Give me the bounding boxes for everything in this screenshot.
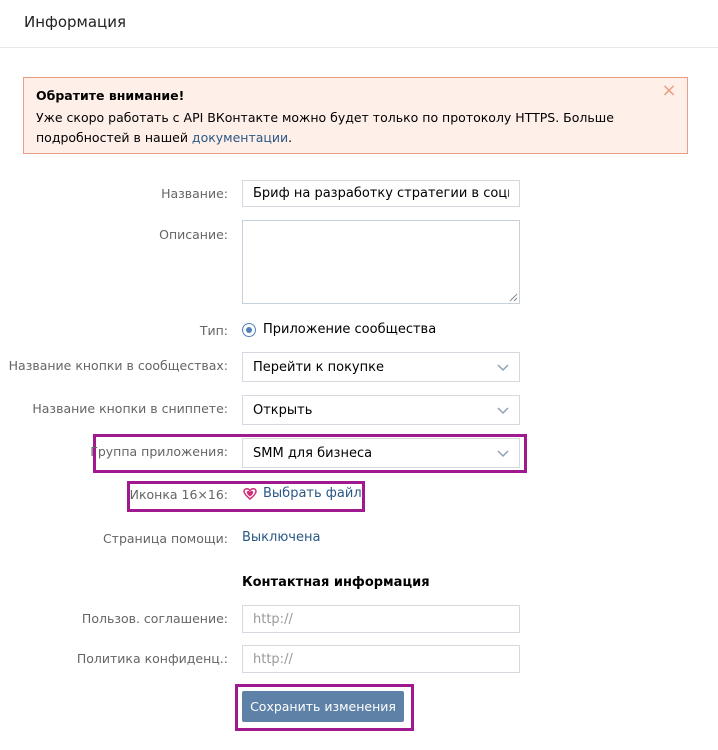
name-input[interactable] <box>242 180 520 207</box>
snippet-button-value: Открыть <box>253 403 313 418</box>
page-title: Информация <box>24 13 127 31</box>
alert-text <box>36 108 681 148</box>
privacy-policy-label: Политика конфиденц.: <box>76 651 228 666</box>
privacy-policy-input[interactable] <box>242 645 520 673</box>
description-textarea[interactable] <box>242 220 520 304</box>
community-button-label: Название кнопки в сообществах: <box>8 358 228 373</box>
resize-grip-icon[interactable] <box>509 293 518 302</box>
https-notice-alert <box>23 77 688 154</box>
app-group-label: Группа приложения: <box>90 444 228 459</box>
documentation-link[interactable]: документации <box>191 130 289 145</box>
community-button-select[interactable] <box>242 352 520 382</box>
close-icon[interactable]: × <box>661 80 677 101</box>
name-label: Название: <box>161 186 228 201</box>
user-agreement-input[interactable] <box>242 605 520 633</box>
contact-section-title: Контактная информация <box>242 575 430 590</box>
app-group-select[interactable] <box>242 438 520 468</box>
community-app-radio[interactable] <box>242 323 256 337</box>
page-header <box>0 0 718 48</box>
user-agreement-label: Пользов. соглашение: <box>81 611 228 626</box>
chevron-down-icon <box>497 448 509 458</box>
save-changes-button[interactable]: Сохранить изменения <box>242 691 404 722</box>
chevron-down-icon <box>497 362 509 372</box>
snippet-button-label: Название кнопки в сниппете: <box>32 401 228 416</box>
community-button-value: Перейти к покупке <box>253 360 384 375</box>
alert-text-before: Уже скоро работать с API ВКонтакте можно будет только по протоколу HTTPS. Больше подробностей в нашей <box>36 110 614 145</box>
description-label: Описание: <box>159 227 228 242</box>
snippet-button-select[interactable] <box>242 395 520 425</box>
type-label: Тип: <box>199 323 228 338</box>
alert-text-after: . <box>288 130 293 145</box>
chevron-down-icon <box>497 405 509 415</box>
choose-file-link[interactable]: Выбрать файл <box>263 486 362 501</box>
app-group-value: SMM для бизнеса <box>253 446 373 461</box>
heart-logo-icon <box>243 487 257 501</box>
icon-label: Иконка 16×16: <box>129 487 228 502</box>
help-page-value-link[interactable]: Выключена <box>242 530 321 545</box>
help-page-label: Страница помощи: <box>102 531 228 546</box>
alert-title: Обратите внимание! <box>36 88 185 103</box>
community-app-radio-label[interactable]: Приложение сообщества <box>263 322 437 337</box>
radio-selected-dot <box>246 327 252 333</box>
